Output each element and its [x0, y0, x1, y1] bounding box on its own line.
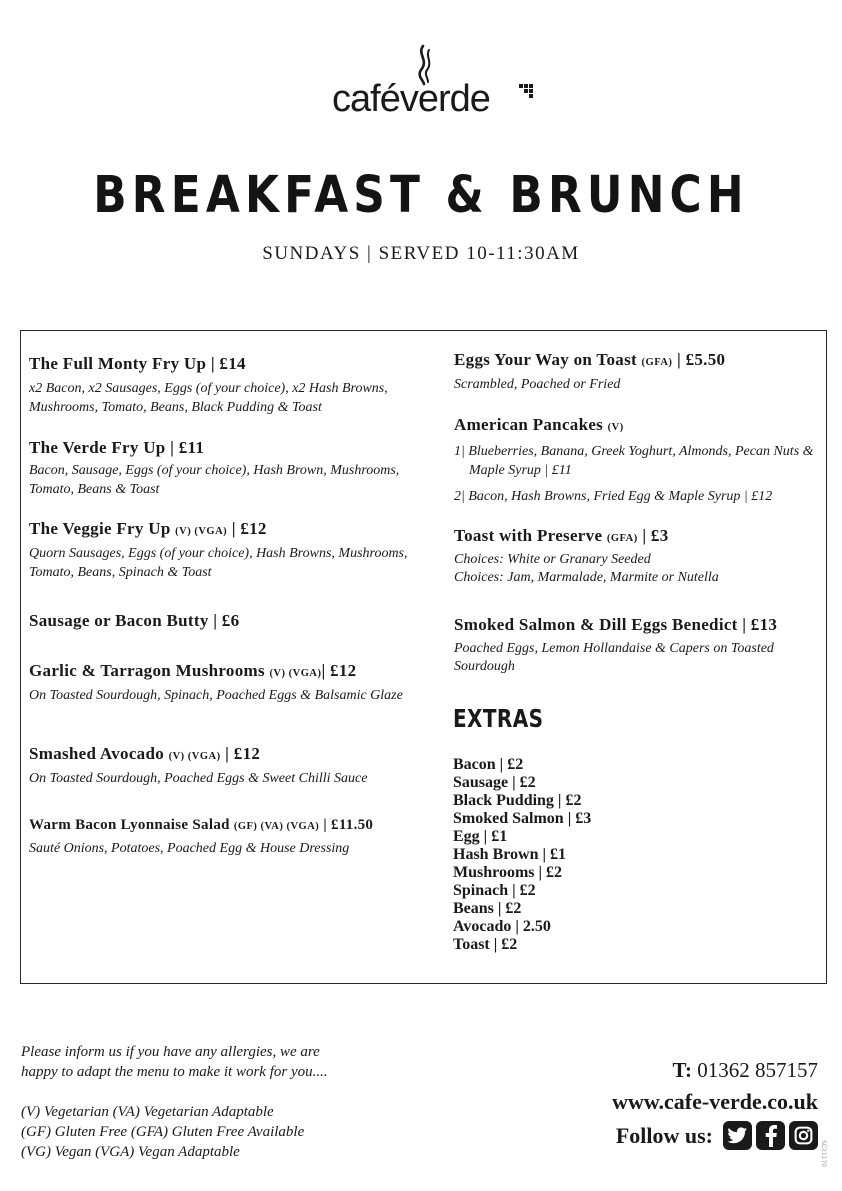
extras-item: Toast | £2	[453, 936, 518, 953]
pancake-option-2: 2| Bacon, Hash Browns, Fried Egg & Maple Syrup | £12	[454, 489, 773, 504]
twitter-icon[interactable]	[723, 1121, 752, 1150]
item-description: On Toasted Sourdough, Spinach, Poached Eggs & Balsamic Glaze	[29, 688, 403, 703]
item-title: Sausage or Bacon Butty | £6	[29, 611, 240, 630]
dietary-legend	[21, 1102, 304, 1162]
page-subtitle: SUNDAYS | SERVED 10-11:30AM	[262, 243, 580, 264]
item-title: Smoked Salmon & Dill Eggs Benedict | £13	[454, 615, 778, 634]
item-title: Garlic & Tarragon Mushrooms (V) (VGA)| £12	[29, 661, 357, 680]
item-title: The Veggie Fry Up (V) (VGA) | £12	[29, 519, 267, 538]
item-description: Bacon, Sausage, Eggs (of your choice), Hash Brown, Mushrooms, Tomato, Beans & Toast	[29, 463, 400, 497]
item-title: Toast with Preserve (GFA) | £3	[454, 526, 669, 545]
brand-logo: caféverde	[332, 78, 490, 120]
menu-item-lyonnaise-salad	[29, 817, 424, 858]
item-description: Sauté Onions, Potatoes, Poached Egg & House Dressing	[29, 841, 350, 856]
allergy-line: Please inform us if you have any allergies, we are	[21, 1044, 320, 1060]
legend-line: (GF) Gluten Free (GFA) Gluten Free Available	[21, 1124, 305, 1140]
allergy-note	[21, 1042, 328, 1082]
menu-item-smashed-avocado	[29, 744, 424, 788]
allergy-line: happy to adapt the menu to make it work for you....	[21, 1064, 328, 1080]
menu-item-toast-preserve	[454, 526, 814, 587]
contact-block	[612, 1058, 818, 1150]
menu-item-mushrooms	[29, 661, 424, 705]
extras-item: Egg | £1	[453, 828, 508, 845]
item-description: Poached Eggs, Lemon Hollandaise & Capers on Toasted Sourdough	[454, 641, 774, 674]
item-description: On Toasted Sourdough, Poached Eggs & Sweet Chilli Sauce	[29, 771, 368, 786]
menu-item-eggs-your-way	[454, 350, 814, 394]
menu-item-american-pancakes	[454, 415, 814, 506]
menu-item-eggs-benedict	[454, 615, 814, 676]
extras-item: Smoked Salmon | £3	[453, 810, 592, 827]
item-description-line: Choices: White or Granary Seeded	[454, 552, 651, 567]
extras-item: Sausage | £2	[453, 774, 536, 791]
menu-item-butty	[29, 611, 424, 631]
item-description: Quorn Sausages, Eggs (of your choice), Hash Browns, Mushrooms, Tomato, Beans, Spinach & Toast	[29, 546, 408, 580]
extras-item: Hash Brown | £1	[453, 846, 567, 863]
follow-label: Follow us:	[615, 1122, 713, 1148]
item-title: Eggs Your Way on Toast (GFA) | £5.50	[454, 350, 726, 369]
item-title: Warm Bacon Lyonnaise Salad (GF) (VA) (VGA) | £11.50	[29, 817, 374, 833]
menu-item-verde-fry-up	[29, 438, 424, 499]
extras-item: Beans | £2	[453, 900, 522, 917]
legend-line: (V) Vegetarian (VA) Vegetarian Adaptable	[21, 1104, 274, 1120]
print-code: SC21170	[820, 1140, 827, 1168]
legend-line: (VG) Vegan (VGA) Vegan Adaptable	[21, 1144, 240, 1160]
logo-squares-icon	[519, 84, 535, 108]
extras-item: Bacon | £2	[453, 756, 524, 773]
item-description: x2 Bacon, x2 Sausages, Eggs (of your choice), x2 Hash Browns, Mushrooms, Tomato, Beans, Black Pudding & Toast	[29, 381, 388, 415]
extras-item: Avocado | 2.50	[453, 918, 551, 935]
instagram-icon[interactable]	[789, 1121, 818, 1150]
item-title: American Pancakes (V)	[454, 415, 624, 434]
menu-item-full-monty	[29, 354, 424, 417]
social-row	[612, 1121, 818, 1150]
website-link[interactable]: www.cafe-verde.co.uk	[612, 1089, 818, 1114]
item-title: Smashed Avocado (V) (VGA) | £12	[29, 744, 261, 763]
extras-item: Mushrooms | £2	[453, 864, 563, 881]
item-title: The Full Monty Fry Up | £14	[29, 354, 246, 373]
page-title: BREAKFAST & BRUNCH	[93, 166, 749, 225]
pancake-option-1: 1| Blueberries, Banana, Greek Yoghurt, Almonds, Pecan Nuts & Maple Syrup | £11	[454, 444, 814, 478]
phone-number: T: 01362 857157	[672, 1058, 818, 1082]
item-description-line: Choices: Jam, Marmalade, Marmite or Nutella	[454, 570, 719, 585]
extras-heading: EXTRAS	[453, 704, 544, 733]
extras-item: Black Pudding | £2	[453, 792, 582, 809]
item-description: Scrambled, Poached or Fried	[454, 377, 621, 392]
menu-item-veggie-fry-up	[29, 519, 424, 582]
item-title: The Verde Fry Up | £11	[29, 438, 205, 457]
extras-item: Spinach | £2	[453, 882, 536, 899]
facebook-icon[interactable]	[756, 1121, 785, 1150]
extras-list	[453, 756, 591, 954]
